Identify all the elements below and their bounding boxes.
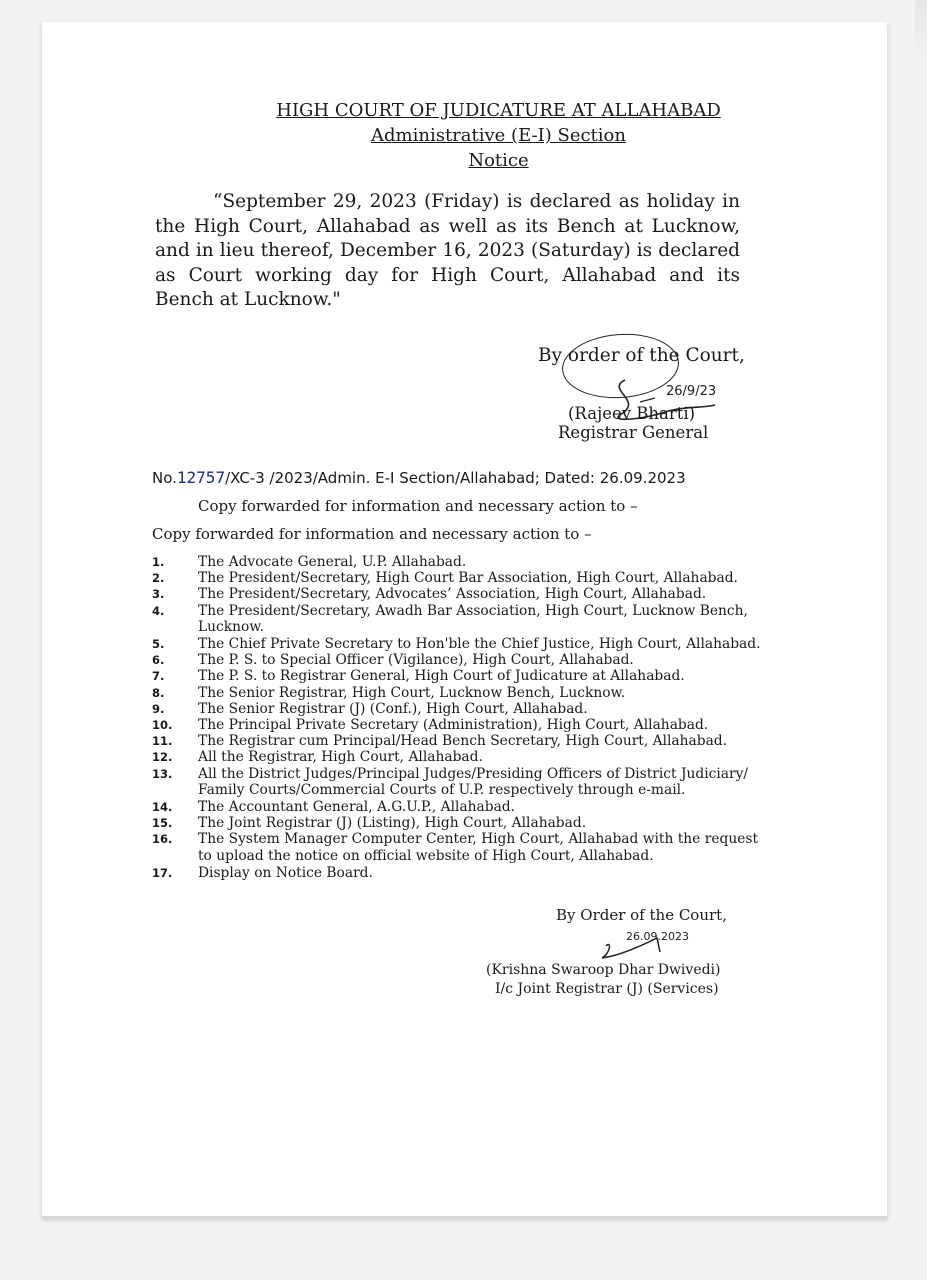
signature1-date: 26/9/23 [666, 384, 717, 399]
list-item [152, 570, 772, 586]
list-number: 5. [152, 637, 165, 652]
list-number: 7. [152, 669, 165, 684]
list-text: The Principal Private Secretary (Administration), High Court, Allahabad. [198, 717, 709, 734]
signature2-date: 26.09.2023 [626, 930, 689, 943]
list-item [152, 652, 772, 668]
list-text: The Senior Registrar, High Court, Lucknow Bench, Lucknow. [198, 684, 626, 701]
list-text: The Joint Registrar (J) (Listing), High Court, Allahabad. [198, 815, 587, 832]
list-item [152, 636, 772, 652]
list-item [152, 865, 772, 881]
list-text: The Advocate General, U.P. Allahabad. [198, 554, 467, 570]
list-item [152, 668, 772, 684]
background-edge [915, 0, 927, 60]
list-text: The Senior Registrar (J) (Conf.), High Court, Allahabad. [198, 700, 588, 717]
list-text: The President/Secretary, High Court Bar Association, High Court, Allahabad. [198, 570, 738, 587]
section-title: Administrative (E-I) Section [371, 125, 626, 146]
list-text: The P. S. to Registrar General, High Court of Judicature at Allahabad. [198, 668, 685, 685]
signature2-name: (Krishna Swaroop Dhar Dwivedi) [486, 962, 721, 978]
list-text: The System Manager Computer Center, High Court, Allahabad with the request to upload the notice on official website of High Court, Allahabad. [198, 831, 758, 864]
copy-forwarded-line-2: Copy forwarded for information and necessary action to – [152, 525, 592, 543]
list-item [152, 831, 772, 863]
list-number: 12. [152, 750, 173, 765]
signature1-title: Registrar General [558, 423, 709, 442]
list-number: 1. [152, 555, 165, 569]
signature2-title: I/c Joint Registrar (J) (Services) [495, 981, 719, 997]
reference-prefix: No. [152, 469, 177, 487]
list-item [152, 701, 772, 717]
list-item [152, 815, 772, 831]
list-item [152, 603, 772, 635]
list-text: All the Registrar, High Court, Allahabad. [198, 749, 483, 766]
reference-number: 12757 [176, 468, 226, 487]
list-number: 8. [152, 685, 165, 700]
signature1-name: (Rajeev Bharti) [568, 404, 696, 423]
recipient-list [152, 554, 772, 881]
page-shadow [42, 1216, 887, 1220]
list-number: 15. [152, 816, 173, 831]
list-text: The Registrar cum Principal/Head Bench Secretary, High Court, Allahabad. [198, 733, 728, 750]
list-number: 10. [152, 718, 173, 733]
list-text: The Accountant General, A.G.U.P., Allahabad. [198, 799, 516, 816]
list-number: 16. [152, 832, 173, 847]
list-text: The P. S. to Special Officer (Vigilance), High Court, Allahabad. [198, 652, 634, 669]
court-title: HIGH COURT OF JUDICATURE AT ALLAHABAD [276, 100, 721, 121]
list-number: 17. [152, 865, 173, 880]
notice-title: Notice [468, 150, 529, 171]
list-item [152, 685, 772, 701]
list-number: 13. [152, 766, 173, 781]
list-item [152, 749, 772, 765]
signature2-order-text: By Order of the Court, [556, 906, 727, 924]
reference-suffix: /XC-3 /2023/Admin. E-I Section/Allahabad; Dated: 26.09.2023 [225, 469, 686, 487]
list-text: All the District Judges/Principal Judges/Presiding Officers of District Judiciary/ Family Courts/Commercial Courts of U.P. respectively through e-mail. [198, 765, 749, 798]
list-text: The Chief Private Secretary to Hon'ble the Chief Justice, High Court, Allahabad. [198, 636, 761, 653]
list-text: The President/Secretary, Advocates’ Association, High Court, Allahabad. [198, 586, 707, 603]
list-number: 6. [152, 653, 165, 668]
list-item [152, 586, 772, 602]
list-item [152, 717, 772, 733]
notice-body: “September 29, 2023 (Friday) is declared as holiday in the High Court, Allahabad as well as its Bench at Lucknow, and in lieu thereof, December 16, 2023 (Saturday) is declared as Court working day for High Court, Allahabad and its Bench at Lucknow." [155, 191, 740, 310]
list-number: 14. [152, 800, 173, 815]
list-text: Display on Notice Board. [198, 864, 373, 881]
list-item [152, 554, 772, 570]
list-number: 9. [152, 701, 165, 716]
list-item [152, 766, 772, 798]
reference-line [152, 468, 686, 487]
list-number: 4. [152, 603, 165, 618]
signature1-order-text: By order of the Court, [538, 345, 745, 366]
list-item [152, 733, 772, 749]
list-number: 3. [152, 587, 165, 602]
copy-forwarded-line-1: Copy forwarded for information and necessary action to – [198, 497, 638, 515]
list-text: The President/Secretary, Awadh Bar Association, High Court, Lucknow Bench, Lucknow. [198, 602, 748, 635]
list-item [152, 799, 772, 815]
list-number: 2. [152, 571, 165, 586]
list-number: 11. [152, 734, 173, 749]
